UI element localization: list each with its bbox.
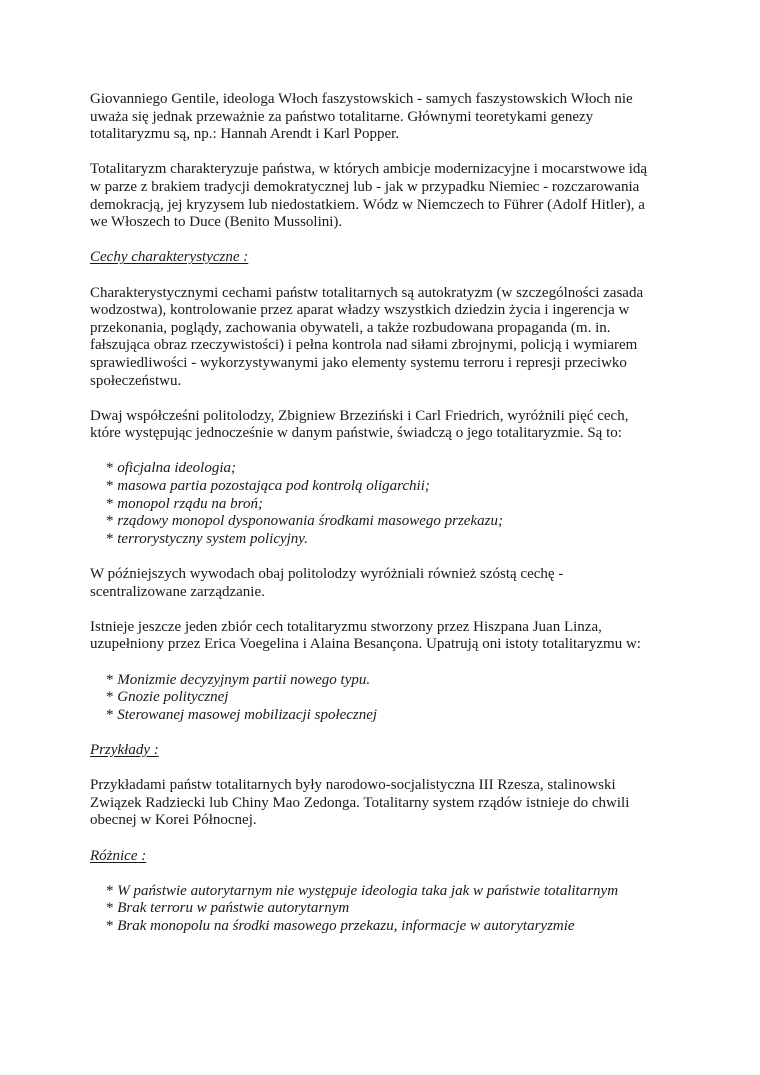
paragraph-line: Dwaj współcześni politolodzy, Zbigniew Brzeziński i Carl Friedrich, wyróżnili pięć cech, — [90, 407, 629, 424]
paragraph-line: Charakterystycznymi cechami państw totalitarnych są autokratyzm (w szczególności zasada — [90, 284, 644, 301]
bullet-text: Brak terroru w państwie autorytarnym — [117, 900, 350, 917]
bullet-marker: * — [106, 460, 114, 477]
bullet-item — [106, 513, 690, 531]
section-heading: Przykłady : — [90, 741, 159, 758]
paragraph-line: Istnieje jeszcze jeden zbiór cech totalitaryzmu stworzony przez Hiszpana Juan Linza, — [90, 618, 602, 635]
bullet-text: rządowy monopol dysponowania środkami masowego przekazu; — [117, 513, 503, 530]
paragraph — [90, 285, 690, 391]
paragraph-line: W późniejszych wywodach obaj politolodzy wyróżniali również szóstą cechę - — [90, 566, 564, 583]
paragraph-line: w parze z brakiem tradycji demokratycznej lub - jak w przypadku Niemiec - rozczarowania — [90, 178, 640, 195]
paragraph — [90, 777, 690, 830]
bullet-item — [106, 918, 690, 936]
bullet-text: monopol rządu na broń; — [117, 495, 263, 512]
paragraph-line: demokracją, jej kryzysem lub niedostatkiem. Wódz w Niemczech to Führer (Adolf Hitler), a — [90, 196, 645, 213]
bullet-item — [106, 672, 690, 690]
paragraph-line: Przykładami państw totalitarnych były narodowo-socjalistyczna III Rzesza, stalinowski — [90, 777, 616, 794]
bullet-item — [106, 689, 690, 707]
bullet-list — [90, 672, 690, 725]
bullet-item — [106, 883, 690, 901]
paragraph-line: wodzostwa), kontrolowanie przez aparat władzy wszystkich dziedzin życia i ingerencja w — [90, 302, 630, 319]
bullet-item — [106, 900, 690, 918]
paragraph-line: scentralizowane zarządzanie. — [90, 583, 265, 600]
bullet-marker: * — [106, 513, 114, 530]
paragraph-line: przekonania, poglądy, zachowania obywateli, a także rozbudowana propaganda (m. in. — [90, 319, 611, 336]
document-page — [90, 91, 690, 953]
bullet-text: masowa partia pozostająca pod kontrolą oligarchii; — [117, 478, 430, 495]
bullet-list — [90, 883, 690, 936]
paragraph-line: uważa się jednak przeważnie za państwo totalitarne. Głównymi teoretykami genezy — [90, 108, 594, 125]
paragraph-line: fałszująca obraz rzeczywistości) i pełna kontrola nad siłami zbrojnymi, policją i wymiarem — [90, 337, 638, 354]
bullet-text: W państwie autorytarnym nie występuje ideologia taka jak w państwie totalitarnym — [117, 882, 619, 899]
bullet-item — [106, 707, 690, 725]
bullet-list — [90, 460, 690, 548]
bullet-item — [106, 531, 690, 549]
bullet-marker: * — [106, 900, 114, 917]
bullet-marker: * — [106, 671, 114, 688]
paragraph-line: obecnej w Korei Północnej. — [90, 812, 257, 829]
paragraph-line: totalitaryzmu są, np.: Hannah Arendt i Karl Popper. — [90, 126, 400, 143]
paragraph — [90, 91, 690, 144]
bullet-item — [106, 496, 690, 514]
bullet-marker: * — [106, 495, 114, 512]
paragraph-line: Związek Radziecki lub Chiny Mao Zedonga. Totalitarny system rządów istnieje do chwili — [90, 794, 630, 811]
bullet-text: Gnozie politycznej — [117, 689, 229, 706]
bullet-marker: * — [106, 530, 114, 547]
paragraph-line: społeczeństwu. — [90, 372, 182, 389]
section-heading: Różnice : — [90, 847, 147, 864]
paragraph — [90, 566, 690, 601]
paragraph-line: Totalitaryzm charakteryzuje państwa, w których ambicje modernizacyjne i mocarstwowe idą — [90, 161, 648, 178]
bullet-text: terrorystyczny system policyjny. — [117, 530, 308, 547]
bullet-marker: * — [106, 478, 114, 495]
bullet-marker: * — [106, 882, 114, 899]
bullet-marker: * — [106, 917, 114, 934]
bullet-text: Sterowanej masowej mobilizacji społecznej — [117, 706, 378, 723]
paragraph — [90, 408, 690, 443]
paragraph — [90, 619, 690, 654]
bullet-item — [106, 460, 690, 478]
bullet-text: oficjalna ideologia; — [117, 460, 236, 477]
paragraph-line: które występując jednocześnie w danym państwie, świadczą o jego totalitaryzmie. Są to: — [90, 425, 622, 442]
bullet-marker: * — [106, 706, 114, 723]
paragraph-line: Giovanniego Gentile, ideologa Włoch faszystowskich - samych faszystowskich Włoch nie — [90, 91, 633, 107]
paragraph-line: we Włoszech to Duce (Benito Mussolini). — [90, 214, 343, 231]
paragraph-line: sprawiedliwości - wykorzystywanymi jako elementy systemu terroru i represji przeciwko — [90, 354, 627, 371]
paragraph — [90, 161, 690, 231]
paragraph-line: uzupełniony przez Erica Voegelina i Alaina Besançona. Upatrują oni istoty totalitaryzmu w: — [90, 636, 641, 653]
bullet-item — [106, 478, 690, 496]
bullet-text: Brak monopolu na środki masowego przekazu, informacje w autorytaryzmie — [117, 917, 575, 934]
bullet-text: Monizmie decyzyjnym partii nowego typu. — [117, 671, 371, 688]
bullet-marker: * — [106, 689, 114, 706]
section-heading: Cechy charakterystyczne : — [90, 249, 249, 266]
